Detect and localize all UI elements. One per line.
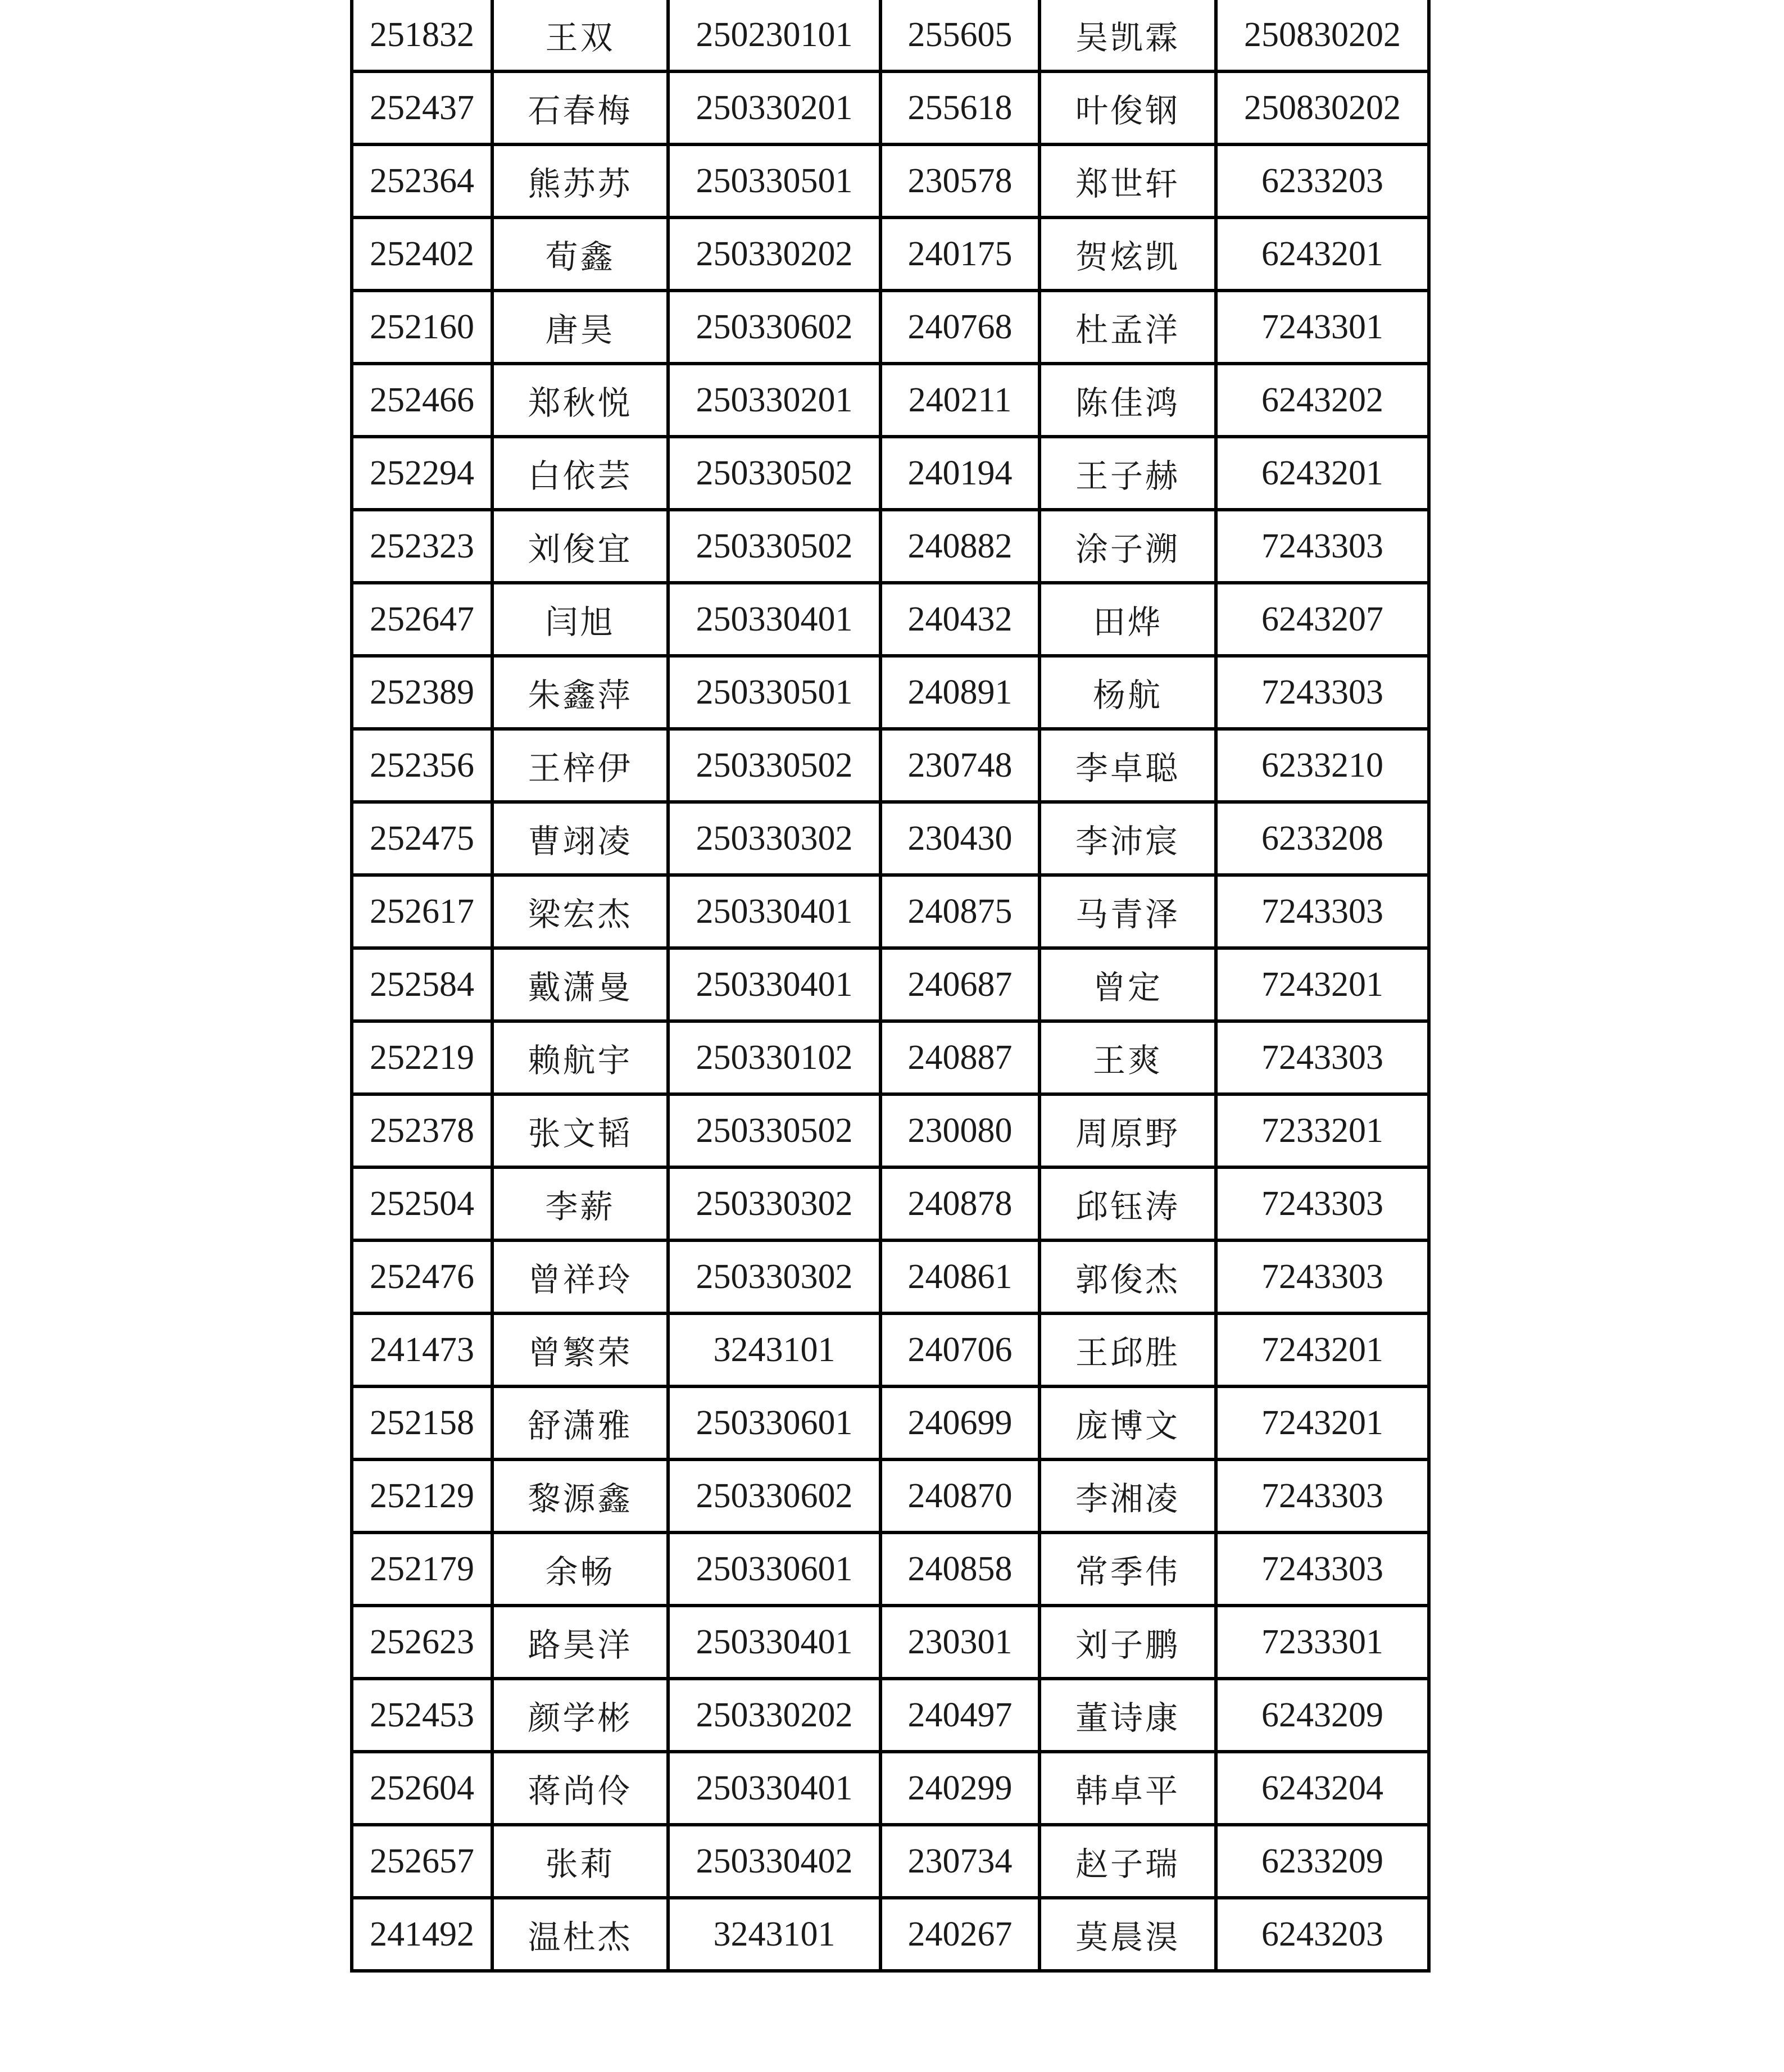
class-code-cell: 7233201 [1216,1094,1429,1167]
roster-body [352,0,1429,1971]
student-name-cell: 郑秋悦 [492,364,668,437]
class-code-cell: 7233301 [1216,1606,1429,1679]
class-code-cell: 250330201 [668,71,880,144]
student-id-cell: 252604 [352,1752,492,1825]
student-id-cell: 252219 [352,1021,492,1094]
table-row [352,217,1429,291]
student-name-cell: 贺炫凯 [1039,217,1216,291]
student-id-cell: 240699 [880,1386,1039,1459]
student-name-cell: 王邱胜 [1039,1313,1216,1386]
class-code-cell: 250330502 [668,729,880,802]
student-name-cell: 黎源鑫 [492,1459,668,1533]
student-name-cell: 郑世轩 [1039,144,1216,217]
class-code-cell: 6243207 [1216,583,1429,656]
student-id-cell: 230430 [880,802,1039,875]
class-code-cell: 250330402 [668,1825,880,1898]
student-id-cell: 240194 [880,437,1039,510]
student-name-cell: 曾祥玲 [492,1240,668,1313]
table-row [352,802,1429,875]
table-row [352,729,1429,802]
student-id-cell: 255605 [880,0,1039,71]
student-name-cell: 熊苏苏 [492,144,668,217]
student-id-cell: 240299 [880,1752,1039,1825]
table-row [352,437,1429,510]
student-name-cell: 田烨 [1039,583,1216,656]
student-name-cell: 梁宏杰 [492,875,668,948]
class-code-cell: 250330501 [668,144,880,217]
student-id-cell: 252657 [352,1825,492,1898]
student-name-cell: 莫晨淏 [1039,1898,1216,1971]
table-row [352,1825,1429,1898]
class-code-cell: 250330302 [668,802,880,875]
student-id-cell: 240267 [880,1898,1039,1971]
student-id-cell: 230748 [880,729,1039,802]
table-row [352,1313,1429,1386]
class-code-cell: 250330502 [668,510,880,583]
student-id-cell: 252179 [352,1533,492,1606]
student-id-cell: 230734 [880,1825,1039,1898]
class-code-cell: 7243303 [1216,1167,1429,1240]
table-row [352,583,1429,656]
student-id-cell: 240687 [880,948,1039,1021]
class-code-cell: 250330401 [668,1606,880,1679]
student-name-cell: 韩卓平 [1039,1752,1216,1825]
student-id-cell: 252294 [352,437,492,510]
table-row [352,1386,1429,1459]
student-id-cell: 252623 [352,1606,492,1679]
student-id-cell: 252453 [352,1679,492,1752]
student-name-cell: 路昊洋 [492,1606,668,1679]
student-name-cell: 朱鑫萍 [492,656,668,729]
table-row [352,1094,1429,1167]
class-code-cell: 6243201 [1216,437,1429,510]
student-name-cell: 唐昊 [492,291,668,364]
student-id-cell: 240861 [880,1240,1039,1313]
class-code-cell: 6233209 [1216,1825,1429,1898]
student-id-cell: 230080 [880,1094,1039,1167]
class-code-cell: 250330602 [668,1459,880,1533]
class-code-cell: 7243301 [1216,291,1429,364]
class-code-cell: 250330401 [668,583,880,656]
table-row [352,71,1429,144]
student-id-cell: 252356 [352,729,492,802]
student-id-cell: 252389 [352,656,492,729]
class-code-cell: 7243303 [1216,510,1429,583]
student-id-cell: 240706 [880,1313,1039,1386]
student-id-cell: 251832 [352,0,492,71]
table-row [352,1679,1429,1752]
class-code-cell: 6243203 [1216,1898,1429,1971]
class-code-cell: 6243202 [1216,364,1429,437]
student-id-cell: 240891 [880,656,1039,729]
table-row [352,364,1429,437]
student-name-cell: 陈佳鸿 [1039,364,1216,437]
student-id-cell: 240175 [880,217,1039,291]
class-code-cell: 7243201 [1216,1386,1429,1459]
table-row [352,1606,1429,1679]
student-name-cell: 曹翊凌 [492,802,668,875]
class-code-cell: 250330602 [668,291,880,364]
student-name-cell: 闫旭 [492,583,668,656]
student-id-cell: 240211 [880,364,1039,437]
student-name-cell: 余畅 [492,1533,668,1606]
student-name-cell: 荀鑫 [492,217,668,291]
class-code-cell: 250330401 [668,948,880,1021]
student-roster-table [350,0,1431,1973]
student-name-cell: 常季伟 [1039,1533,1216,1606]
student-id-cell: 240878 [880,1167,1039,1240]
student-id-cell: 252129 [352,1459,492,1533]
student-name-cell: 邱钰涛 [1039,1167,1216,1240]
student-name-cell: 马青泽 [1039,875,1216,948]
student-id-cell: 252617 [352,875,492,948]
student-name-cell: 叶俊钢 [1039,71,1216,144]
class-code-cell: 7243303 [1216,1021,1429,1094]
class-code-cell: 250330601 [668,1533,880,1606]
class-code-cell: 250330501 [668,656,880,729]
student-name-cell: 温杜杰 [492,1898,668,1971]
class-code-cell: 250330302 [668,1167,880,1240]
class-code-cell: 6243209 [1216,1679,1429,1752]
table-row [352,291,1429,364]
student-id-cell: 241492 [352,1898,492,1971]
student-name-cell: 刘子鹏 [1039,1606,1216,1679]
student-name-cell: 张莉 [492,1825,668,1898]
roster-sheet [350,0,1427,2072]
class-code-cell: 250330502 [668,1094,880,1167]
student-id-cell: 240858 [880,1533,1039,1606]
student-id-cell: 252160 [352,291,492,364]
class-code-cell: 7243201 [1216,948,1429,1021]
student-id-cell: 252158 [352,1386,492,1459]
table-row [352,0,1429,71]
student-name-cell: 王子赫 [1039,437,1216,510]
student-id-cell: 240497 [880,1679,1039,1752]
student-id-cell: 252466 [352,364,492,437]
class-code-cell: 250330302 [668,1240,880,1313]
class-code-cell: 250330102 [668,1021,880,1094]
class-code-cell: 7243303 [1216,1240,1429,1313]
student-id-cell: 252323 [352,510,492,583]
student-name-cell: 曾繁荣 [492,1313,668,1386]
student-name-cell: 刘俊宜 [492,510,668,583]
class-code-cell: 3243101 [668,1313,880,1386]
student-id-cell: 252475 [352,802,492,875]
student-name-cell: 王梓伊 [492,729,668,802]
student-name-cell: 王双 [492,0,668,71]
student-id-cell: 240875 [880,875,1039,948]
class-code-cell: 3243101 [668,1898,880,1971]
table-row [352,656,1429,729]
class-code-cell: 7243303 [1216,656,1429,729]
class-code-cell: 6243201 [1216,217,1429,291]
student-id-cell: 230301 [880,1606,1039,1679]
student-id-cell: 252402 [352,217,492,291]
student-id-cell: 252584 [352,948,492,1021]
table-row [352,144,1429,217]
student-id-cell: 252647 [352,583,492,656]
student-id-cell: 252378 [352,1094,492,1167]
table-row [352,1167,1429,1240]
class-code-cell: 250330202 [668,217,880,291]
class-code-cell: 250330401 [668,1752,880,1825]
student-id-cell: 240870 [880,1459,1039,1533]
table-row [352,1898,1429,1971]
table-row [352,510,1429,583]
class-code-cell: 250830202 [1216,71,1429,144]
table-row [352,1752,1429,1825]
class-code-cell: 250330401 [668,875,880,948]
student-id-cell: 230578 [880,144,1039,217]
student-name-cell: 涂子溯 [1039,510,1216,583]
student-name-cell: 庞博文 [1039,1386,1216,1459]
student-name-cell: 蒋尚伶 [492,1752,668,1825]
class-code-cell: 250830202 [1216,0,1429,71]
table-row [352,1021,1429,1094]
class-code-cell: 6243204 [1216,1752,1429,1825]
class-code-cell: 7243201 [1216,1313,1429,1386]
student-name-cell: 曾定 [1039,948,1216,1021]
student-id-cell: 241473 [352,1313,492,1386]
class-code-cell: 6233203 [1216,144,1429,217]
student-name-cell: 白依芸 [492,437,668,510]
student-name-cell: 戴潇曼 [492,948,668,1021]
table-row [352,948,1429,1021]
student-name-cell: 郭俊杰 [1039,1240,1216,1313]
student-id-cell: 252437 [352,71,492,144]
student-name-cell: 周原野 [1039,1094,1216,1167]
class-code-cell: 6233210 [1216,729,1429,802]
student-name-cell: 杨航 [1039,656,1216,729]
class-code-cell: 250330202 [668,1679,880,1752]
student-name-cell: 张文韬 [492,1094,668,1167]
class-code-cell: 7243303 [1216,1459,1429,1533]
student-name-cell: 赵子瑞 [1039,1825,1216,1898]
table-row [352,1459,1429,1533]
student-name-cell: 李湘凌 [1039,1459,1216,1533]
student-name-cell: 吴凯霖 [1039,0,1216,71]
student-id-cell: 252476 [352,1240,492,1313]
class-code-cell: 250330502 [668,437,880,510]
table-row [352,1533,1429,1606]
table-row [352,875,1429,948]
student-name-cell: 李沛宸 [1039,802,1216,875]
student-name-cell: 杜孟洋 [1039,291,1216,364]
student-name-cell: 舒潇雅 [492,1386,668,1459]
student-name-cell: 赖航宇 [492,1021,668,1094]
class-code-cell: 6233208 [1216,802,1429,875]
student-name-cell: 李薪 [492,1167,668,1240]
student-name-cell: 李卓聪 [1039,729,1216,802]
class-code-cell: 7243303 [1216,1533,1429,1606]
student-id-cell: 240887 [880,1021,1039,1094]
class-code-cell: 250330601 [668,1386,880,1459]
class-code-cell: 250330201 [668,364,880,437]
student-id-cell: 255618 [880,71,1039,144]
class-code-cell: 250230101 [668,0,880,71]
student-id-cell: 252364 [352,144,492,217]
student-id-cell: 240768 [880,291,1039,364]
student-name-cell: 董诗康 [1039,1679,1216,1752]
student-id-cell: 252504 [352,1167,492,1240]
student-name-cell: 石春梅 [492,71,668,144]
student-id-cell: 240882 [880,510,1039,583]
class-code-cell: 7243303 [1216,875,1429,948]
student-name-cell: 王爽 [1039,1021,1216,1094]
student-name-cell: 颜学彬 [492,1679,668,1752]
student-id-cell: 240432 [880,583,1039,656]
table-row [352,1240,1429,1313]
